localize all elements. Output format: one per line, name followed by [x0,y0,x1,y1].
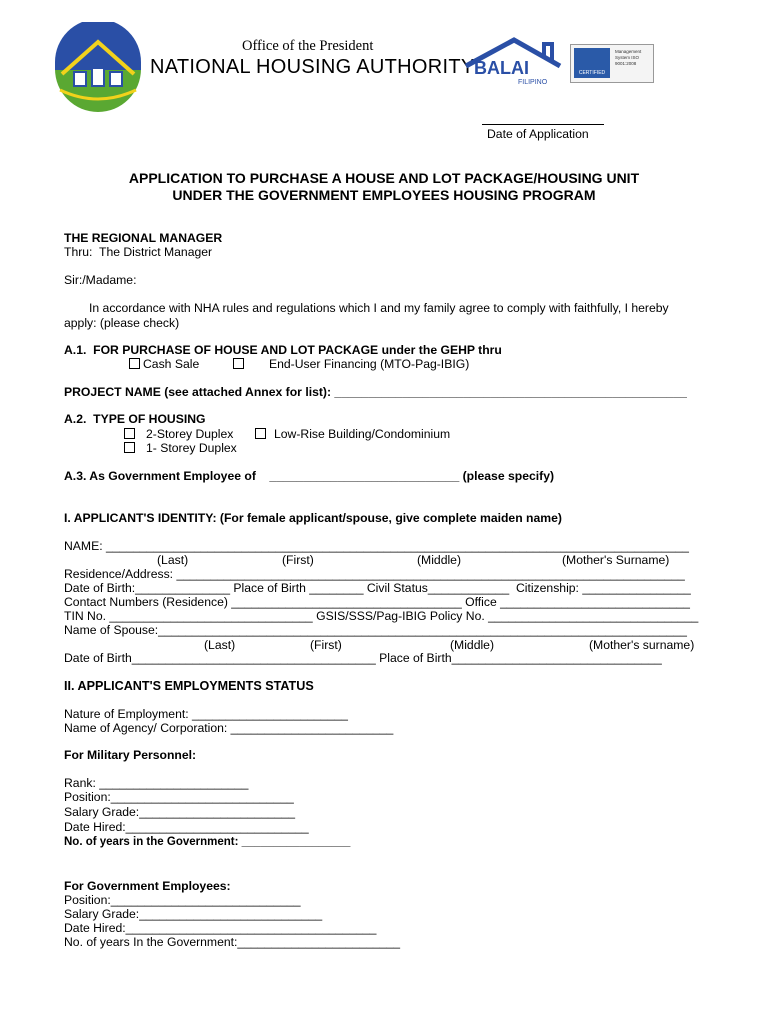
office-title: Office of the President [242,38,374,54]
spouse-sub-middle: (Middle) [450,638,495,652]
name-sub-middle: (Middle) [417,553,462,567]
spouse-sub-first: (First) [310,638,342,652]
gov-date-hired-field[interactable]: Date Hired:_____________________________________ [64,921,377,935]
tuv-badge-text: CERTIFIED [578,70,606,76]
cash-sale-label: Cash Sale [143,357,200,371]
cash-sale-checkbox[interactable] [129,358,140,369]
two-storey-duplex-checkbox[interactable] [124,428,135,439]
intro-line1: In accordance with NHA rules and regulations which I and my family agree to comply with faithfully, I hereby [89,301,669,315]
nha-logo [52,22,144,114]
project-name-field[interactable]: PROJECT NAME (see attached Annex for list): ____________________________________________________ [64,385,687,399]
name-sub-last: (Last) [157,553,189,567]
balai-logo-sub: FILIPINO [518,79,548,86]
tuv-icon [574,48,610,78]
balai-logo-text: BALAI [474,58,529,78]
spouse-sub-mothers-surname: (Mother's surname) [589,638,695,652]
section1-heading: I. APPLICANT'S IDENTITY: (For female applicant/spouse, give complete maiden name) [64,511,562,525]
section2-heading: II. APPLICANT'S EMPLOYMENTS STATUS [64,679,314,693]
spouse-birth-field[interactable]: Date of Birth____________________________________ Place of Birth_______________________________ [64,651,662,665]
a2-heading: A.2. TYPE OF HOUSING [64,412,206,426]
form-title-line2: UNDER THE GOVERNMENT EMPLOYEES HOUSING PROGRAM [172,187,596,203]
low-rise-label: Low-Rise Building/Condominium [274,427,451,441]
end-user-financing-label: End-User Financing (MTO-Pag-IBIG) [269,357,470,371]
tin-policy-field[interactable]: TIN No. ______________________________ GSIS/SSS/Pag-IBIG Policy No. _______________________________ [64,609,699,623]
date-of-application-label: Date of Application [487,127,589,141]
balai-logo [462,36,562,92]
a1-heading: A.1. FOR PURCHASE OF HOUSE AND LOT PACKAGE under the GEHP thru [64,343,502,357]
contact-numbers-field[interactable]: Contact Numbers (Residence) __________________________________ Office ____________________________ [64,595,690,609]
rank-field[interactable]: Rank: ______________________ [64,776,249,790]
birth-civil-citizenship-fields[interactable]: Date of Birth:______________ Place of Birth ________ Civil Status____________ Citizenship: ________________ [64,581,691,595]
cert-text: Management System ISO 9001:2008 [615,49,642,66]
two-storey-duplex-label: 2-Storey Duplex [146,427,234,441]
name-field[interactable]: NAME: ______________________________________________________________________________________ [64,539,689,553]
military-salary-grade-field[interactable]: Salary Grade:_______________________ [64,805,296,819]
name-sub-mothers-surname: (Mother's Surname) [562,553,670,567]
certification-badge [570,44,654,83]
name-sub-first: (First) [282,553,314,567]
one-storey-duplex-label: 1- Storey Duplex [146,441,237,455]
addressee: THE REGIONAL MANAGER [64,231,223,245]
military-position-field[interactable]: Position:___________________________ [64,790,294,804]
gov-salary-grade-field[interactable]: Salary Grade:___________________________ [64,907,323,921]
spouse-sub-last: (Last) [204,638,236,652]
form-title-line1: APPLICATION TO PURCHASE A HOUSE AND LOT PACKAGE/HOUSING UNIT [128,170,640,186]
residence-field[interactable]: Residence/Address: ___________________________________________________________________________ [64,567,685,581]
nature-of-employment-field[interactable]: Nature of Employment: _______________________ [64,707,348,721]
end-user-financing-checkbox[interactable] [233,358,244,369]
intro-line2: apply: (please check) [64,316,180,330]
government-employees-heading: For Government Employees: [64,879,231,893]
agency-field[interactable]: Name of Agency/ Corporation: ________________________ [64,721,394,735]
nha-logo-icon [52,22,144,114]
spouse-name-field[interactable]: Name of Spouse:______________________________________________________________________________ [64,623,687,637]
one-storey-duplex-checkbox[interactable] [124,442,135,453]
salutation: Sir:/Madame: [64,273,137,287]
military-heading: For Military Personnel: [64,748,197,762]
thru-line: Thru: The District Manager [64,245,213,259]
government-employee-of-field[interactable]: A.3. As Government Employee of ____________________________ (please specify) [64,469,555,483]
military-date-hired-field[interactable]: Date Hired:___________________________ [64,820,309,834]
low-rise-checkbox[interactable] [255,428,266,439]
date-signature-line [482,124,604,125]
agency-name: NATIONAL HOUSING AUTHORITY [150,56,475,78]
gov-years-field[interactable]: No. of years In the Government:________________________ [64,935,401,949]
military-years-field[interactable]: No. of years in the Government: _________________ [64,836,351,848]
gov-position-field[interactable]: Position:____________________________ [64,893,301,907]
